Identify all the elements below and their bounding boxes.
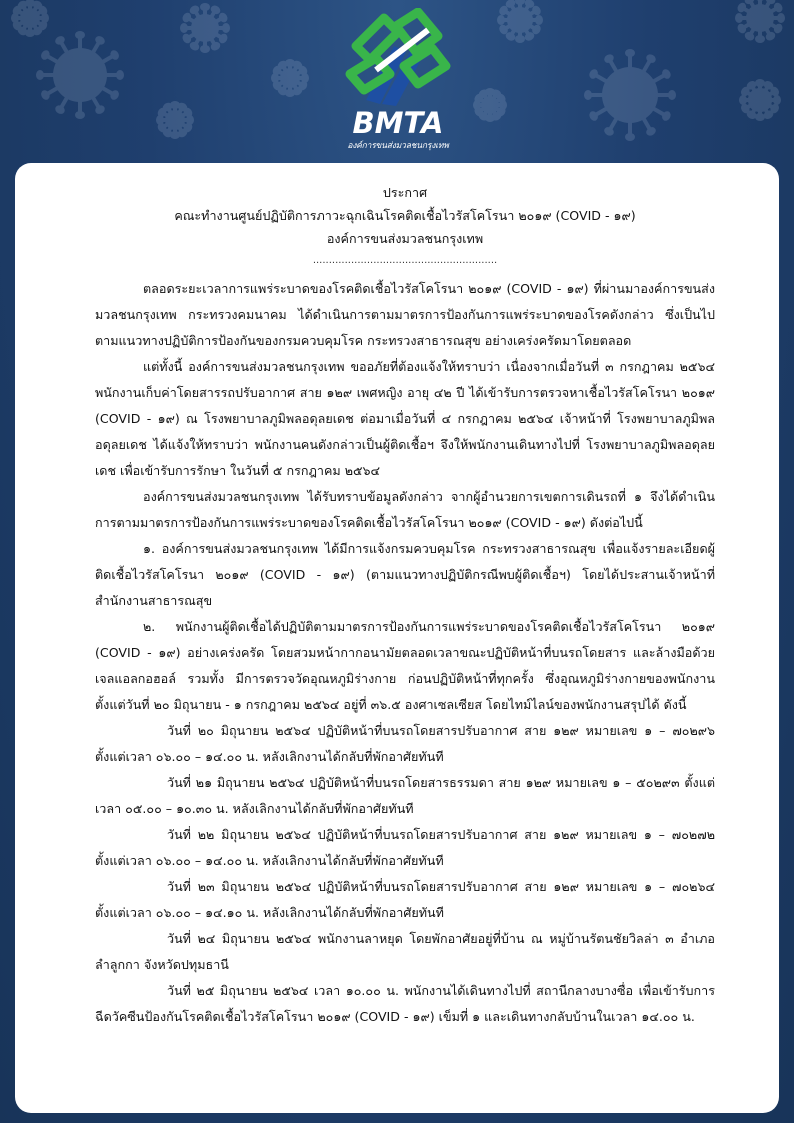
bmta-logo — [336, 8, 460, 150]
virus-decoration-icon — [586, 51, 674, 139]
paragraph: องค์การขนส่งมวลชนกรุงเทพ ได้รับทราบข้อมูลดังกล่าว จากผู้อำนวยการเขตการเดินรถที่ ๑ จึงได้ดำเนินการตามมาตรการป้องกันการแพร่ระบาดของโรคติดเชื้อไวรัสโคโรนา ๒๐๑๙ (COVID - ๑๙) ดังต่อไปนี้ — [95, 489, 715, 530]
title-separator: .......................................................... — [312, 255, 498, 266]
paragraph: ๒. พนักงานผู้ติดเชื้อได้ปฏิบัติตามมาตรการป้องกันการแพร่ระบาดของโรคติดเชื้อไวรัสโคโรนา ๒๐๑๙ (COVID - ๑๙) อย่างเคร่งครัด โดยสวมหน้ากากอนามัยตลอดเวลาขณะปฏิบัติหน้าที่บนรถโดยสาร และล้างมือด้วยเจลแอลกอฮอล์ รวมทั้ง มีการตรวจวัดอุณหภูมิร่างกาย ก่อนปฏิบัติหน้าที่ทุกครั้ง ซึ่งอุณหภูมิร่างกายของพนักงาน ตั้งแต่วันที่ ๒๐ มิถุนายน - ๑ กรกฎาคม ๒๕๖๔ อยู่ที่ ๓๖.๕ องศาเซลเซียส โดยไทม์ไลน์ของพนักงานสรุปได้ ดังนี้ — [95, 619, 715, 712]
paragraph: ตลอดระยะเวลาการแพร่ระบาดของโรคติดเชื้อไวรัสโคโรนา ๒๐๑๙ (COVID - ๑๙) ที่ผ่านมาองค์การขนส่งมวลชนกรุงเทพ กระทรวงคมนาคม ได้ดำเนินการตามมาตรการป้องกันการแพร่ระบาดของโรคดังกล่าว ซึ่งเป็นไปตามแนวทางปฏิบัติการป้องกันของกรมควบคุมโรค กระทรวงสาธารณสุข อย่างเคร่งครัดมาโดยตลอด — [95, 281, 715, 348]
timeline-entry: วันที่ ๒๑ มิถุนายน ๒๕๖๔ ปฏิบัติหน้าที่บนรถโดยสารธรรมดา สาย ๑๒๙ หมายเลข ๑ – ๕๐๒๙๓ ตั้งแต่เวลา ๐๕.๐๐ – ๑๐.๓๐ น. หลังเลิกงานได้กลับที่พักอาศัยทันที — [95, 775, 715, 816]
bmta-emblem-icon — [336, 8, 460, 108]
timeline-entry: วันที่ ๒๒ มิถุนายน ๒๕๖๔ ปฏิบัติหน้าที่บนรถโดยสารปรับอากาศ สาย ๑๒๙ หมายเลข ๑ – ๗๐๒๗๒ ตั้งแต่เวลา ๐๖.๐๐ – ๑๔.๐๐ น. หลังเลิกงานได้กลับที่พักอาศัยทันที — [95, 827, 715, 868]
virus-decoration-icon — [274, 62, 306, 94]
virus-decoration-icon — [183, 6, 227, 50]
virus-decoration-icon — [500, 0, 540, 40]
announcement-organization: องค์การขนส่งมวลชนกรุงเทพ — [326, 231, 484, 246]
logo-subtitle: องค์การขนส่งมวลชนกรุงเทพ — [347, 141, 449, 151]
virus-decoration-icon — [742, 82, 778, 118]
logo-text: BMTA — [352, 106, 444, 140]
paragraph: แต่ทั้งนี้ องค์การขนส่งมวลชนกรุงเทพ ขออภัยที่ต้องแจ้งให้ทราบว่า เนื่องจากเมื่อวันที่ ๓ กรกฎาคม ๒๕๖๔ พนักงานเก็บค่าโดยสารรถปรับอากาศ สาย ๑๒๙ เพศหญิง อายุ ๔๒ ปี ได้เข้ารับการตรวจหาเชื้อไวรัสโคโรนา ๒๐๑๙ (COVID - ๑๙) ณ โรงพยาบาลภูมิพลอดุลยเดช ต่อมาเมื่อวันที่ ๔ กรกฎาคม ๒๕๖๔ เจ้าหน้าที่ โรงพยาบาลภูมิพลอดุลยเดช ได้แจ้งให้ทราบว่า พนักงานคนดังกล่าวเป็นผู้ติดเชื้อฯ จึงให้พนักงานเดินทางไปที่ โรงพยาบาลภูมิพลอดุลยเดช เพื่อเข้ารับการรักษา ในวันที่ ๕ กรกฎาคม ๒๕๖๔ — [95, 359, 715, 478]
announcement-subheading: คณะทำงานศูนย์ปฏิบัติการภาวะฉุกเฉินโรคติดเชื้อไวรัสโคโรนา ๒๐๑๙ (COVID - ๑๙) — [174, 208, 636, 223]
announcement-document — [95, 181, 715, 1030]
timeline-entry: วันที่ ๒๓ มิถุนายน ๒๕๖๔ ปฏิบัติหน้าที่บนรถโดยสารปรับอากาศ สาย ๑๒๙ หมายเลข ๑ – ๗๐๒๖๔ ตั้งแต่เวลา ๐๖.๐๐ – ๑๔.๑๐ น. หลังเลิกงานได้กลับที่พักอาศัยทันที — [95, 879, 715, 920]
virus-decoration-icon — [14, 2, 46, 34]
virus-decoration-icon — [159, 104, 191, 136]
paragraph: ๑. องค์การขนส่งมวลชนกรุงเทพ ได้มีการแจ้งกรมควบคุมโรค กระทรวงสาธารณสุข เพื่อแจ้งรายละเอียดผู้ติดเชื้อไวรัสโคโรนา ๒๐๑๙ (COVID - ๑๙) (ตามแนวทางปฏิบัติกรณีพบผู้ติดเชื้อฯ) โดยได้ประสานเจ้าหน้าที่สำนักงานสาธารณสุข — [95, 541, 715, 608]
announcement-heading: ประกาศ — [382, 185, 428, 200]
announcement-card — [15, 163, 779, 1113]
virus-decoration-icon — [738, 0, 782, 40]
timeline-entry: วันที่ ๒๕ มิถุนายน ๒๕๖๔ เวลา ๑๐.๐๐ น. พนักงานได้เดินทางไปที่ สถานีกลางบางซื่อ เพื่อเข้ารับการฉีดวัคซีนป้องกันโรคติดเชื้อไวรัสโคโรนา ๒๐๑๙ (COVID - ๑๙) เข็มที่ ๑ และเดินทางกลับบ้านในเวลา ๑๔.๐๐ น. — [95, 983, 715, 1024]
timeline-entry: วันที่ ๒๐ มิถุนายน ๒๕๖๔ ปฏิบัติหน้าที่บนรถโดยสารปรับอากาศ สาย ๑๒๙ หมายเลข ๑ – ๗๐๒๙๖ ตั้งแต่เวลา ๐๖.๐๐ – ๑๔.๐๐ น. หลังเลิกงานได้กลับที่พักอาศัยทันที — [95, 723, 715, 764]
timeline-entry: วันที่ ๒๔ มิถุนายน ๒๕๖๔ พนักงานลาหยุด โดยพักอาศัยอยู่ที่บ้าน ณ หมู่บ้านรัตนชัยวิลล่า ๓ อำเภอลำลูกกา จังหวัดปทุมธานี — [95, 931, 715, 972]
virus-decoration-icon — [38, 33, 122, 117]
virus-decoration-icon — [476, 91, 504, 119]
